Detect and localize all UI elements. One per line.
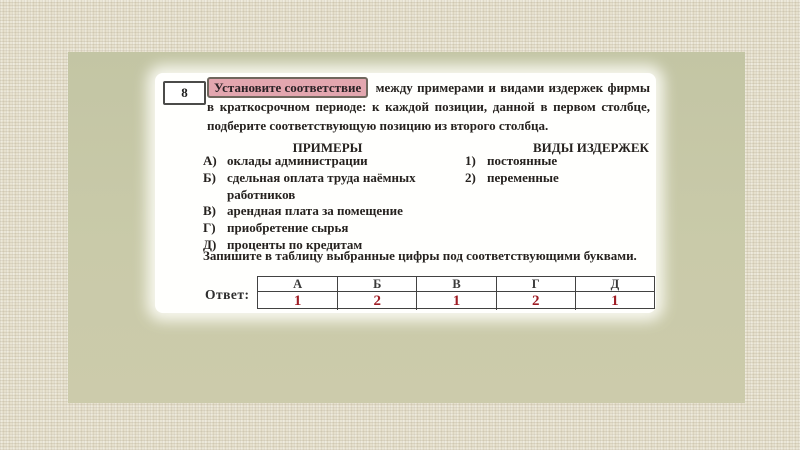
question-text — [207, 77, 650, 135]
examples-list — [203, 153, 441, 254]
question-text-rest: между примерами и видами издержек фирмы в краткосрочном периоде: к каждой позиции, данной в первом столбце, подберите соответствующую позицию из второго столбца. — [207, 80, 650, 133]
item-text: сдельная оплата труда наёмных работников — [227, 169, 416, 202]
table-value-cell: 1 — [575, 292, 654, 310]
question-number: 8 — [181, 85, 188, 100]
table-header-cell: Д — [575, 277, 654, 292]
item-letter: А) — [203, 153, 217, 168]
answer-label: Ответ: — [205, 287, 250, 302]
table-value-cell: 1 — [416, 292, 495, 310]
item-text: переменные — [487, 169, 559, 185]
list-item-v — [203, 203, 441, 220]
highlight-phrase: Установите соответствие — [207, 77, 368, 98]
types-list — [465, 153, 625, 187]
item-number: 2) — [465, 169, 476, 185]
slide-background — [68, 52, 745, 403]
list-item-g — [203, 220, 441, 237]
instruction-text: Запишите в таблицу выбранные цифры под соответствующими буквами. — [203, 248, 637, 263]
list-item-a — [203, 153, 441, 170]
item-text: оклады администрации — [227, 153, 368, 168]
table-value-cell: 2 — [337, 292, 416, 310]
item-text: арендная плата за помещение — [227, 203, 403, 219]
type-item-1 — [465, 153, 625, 170]
answer-table — [257, 276, 655, 309]
item-number: 1) — [465, 153, 476, 168]
table-header-cell: А — [258, 277, 337, 292]
item-text: постоянные — [487, 153, 558, 168]
question-card — [155, 73, 656, 313]
item-letter: В) — [203, 203, 216, 219]
item-letter: Б) — [203, 169, 216, 185]
table-header-cell: Г — [496, 277, 575, 292]
type-item-2 — [465, 170, 625, 187]
table-value-cell: 1 — [293, 292, 302, 309]
item-text: проценты по кредитам — [227, 236, 363, 252]
item-letter: Г) — [203, 220, 216, 236]
item-text: приобретение сырья — [227, 220, 349, 236]
types-header: ВИДЫ ИЗДЕРЖЕК — [533, 140, 649, 155]
table-header-cell: Б — [337, 277, 416, 292]
table-header-cell: В — [416, 277, 495, 292]
list-item-b — [203, 170, 441, 204]
question-number-box — [163, 81, 206, 105]
table-value-cell: 2 — [496, 292, 575, 310]
item-letter: Д) — [203, 236, 217, 252]
examples-header: ПРИМЕРЫ — [292, 140, 363, 155]
